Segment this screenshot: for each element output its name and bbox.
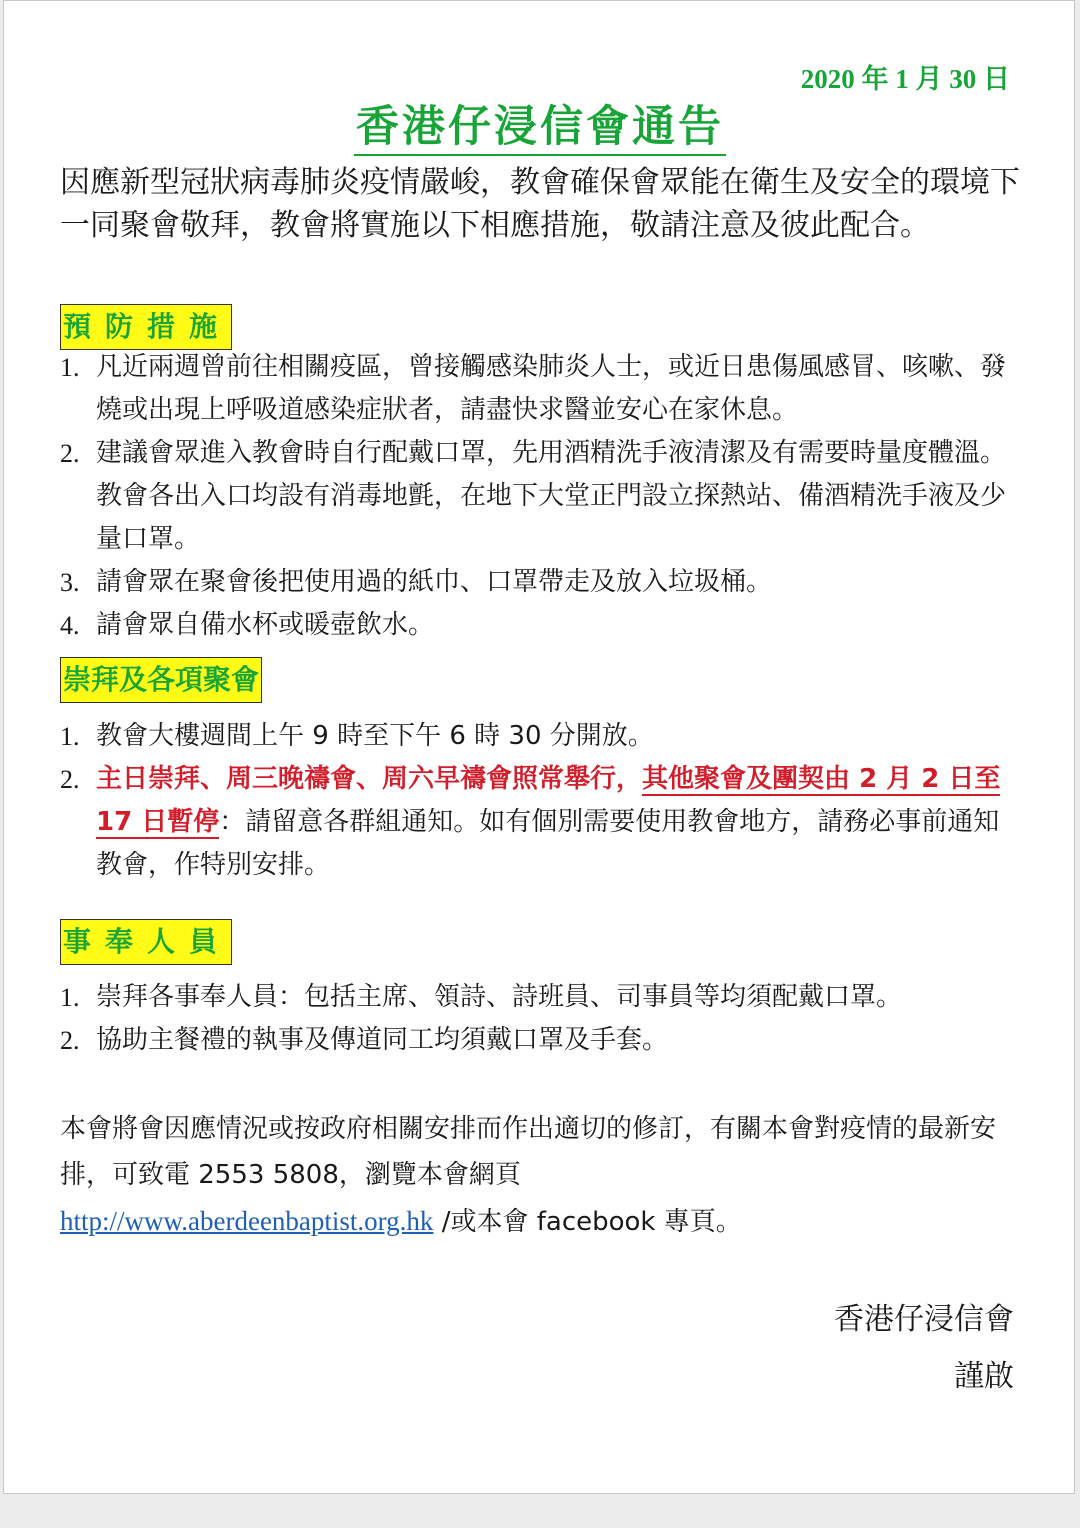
list-item: [60, 1019, 1025, 1062]
list-item: [60, 758, 1025, 887]
section-heading-worship: 崇拜及各項聚會: [60, 657, 262, 703]
item-number: 1.: [60, 722, 80, 751]
item-text: 建議會眾進入教會時自行配戴口罩，先用酒精洗手液清潔及有需要時量度體溫。教會各出入口均設有消毒地氈，在地下大堂正門設立探熱站、備酒精洗手液及少量口罩。: [96, 438, 1007, 554]
notice-date: 2020 年 1 月 30 日: [800, 64, 1010, 94]
item-text: 凡近兩週曾前往相關疫區，曾接觸感染肺炎人士，或近日患傷風感冒、咳嗽、發燒或出現上呼吸道感染症狀者，請盡快求醫並安心在家休息。: [96, 352, 1007, 425]
list-item: [60, 346, 1025, 432]
footer-text: 本會將會因應情況或按政府相關安排而作出適切的修訂，有關本會對疫情的最新安排，可致電 2553 5808，瀏覽本會網頁: [60, 1114, 997, 1190]
section-heading-prevention: 預防措施: [60, 304, 232, 350]
notice-page: [3, 0, 1075, 1494]
list-item: [60, 976, 1025, 1019]
prevention-list: [60, 346, 1025, 647]
intro-paragraph: 因應新型冠狀病毒肺炎疫情嚴峻，教會確保會眾能在衛生及安全的環境下一同聚會敬拜，教會將實施以下相應措施，敬請注意及彼此配合。: [60, 165, 1020, 243]
item-number: 2.: [60, 439, 80, 468]
item-number: 3.: [60, 568, 80, 597]
list-item: [60, 432, 1025, 561]
item-text: 協助主餐禮的執事及傳道同工均須戴口罩及手套。: [96, 1025, 669, 1055]
list-item: [60, 604, 1025, 647]
signature-closing: 謹啟: [954, 1359, 1014, 1394]
footer-after-link: /或本會 facebook 專頁。: [433, 1207, 742, 1237]
item-text: 教會大樓週間上午 9 時至下午 6 時 30 分開放。: [96, 721, 654, 751]
item-number: 2.: [60, 1026, 80, 1055]
worship-list: [60, 715, 1025, 887]
item-text: ：請留意各群組通知。如有個別需要使用教會地方，請務必事前通知教會，作特別安排。: [96, 807, 1000, 880]
item-red-underlined-text: 其他聚會及團契由 2 月 2 日至 17 日暫停: [96, 764, 1001, 837]
item-red-text: 主日崇拜、周三晚禱會、周六早禱會照常舉行，: [96, 764, 643, 794]
item-number: 1.: [60, 353, 80, 382]
item-text: 崇拜各事奉人員：包括主席、領詩、詩班員、司事員等均須配戴口罩。: [96, 982, 903, 1012]
section-heading-ministers: 事奉人員: [60, 919, 232, 965]
item-text: 請會眾在聚會後把使用過的紙巾、口罩帶走及放入垃圾桶。: [96, 567, 773, 597]
website-link[interactable]: http://www.aberdeenbaptist.org.hk: [60, 1206, 434, 1236]
item-number: 2.: [60, 765, 80, 794]
item-number: 4.: [60, 611, 80, 640]
item-number: 1.: [60, 983, 80, 1012]
signature-org: 香港仔浸信會: [834, 1302, 1014, 1337]
notice-title: [4, 93, 1076, 154]
ministers-list: [60, 976, 1025, 1062]
notice-title-text: 香港仔浸信會通告: [354, 102, 726, 156]
footer-paragraph: [60, 1106, 1025, 1245]
list-item: [60, 715, 1025, 758]
item-text: 請會眾自備水杯或暖壺飲水。: [96, 610, 435, 640]
list-item: [60, 561, 1025, 604]
